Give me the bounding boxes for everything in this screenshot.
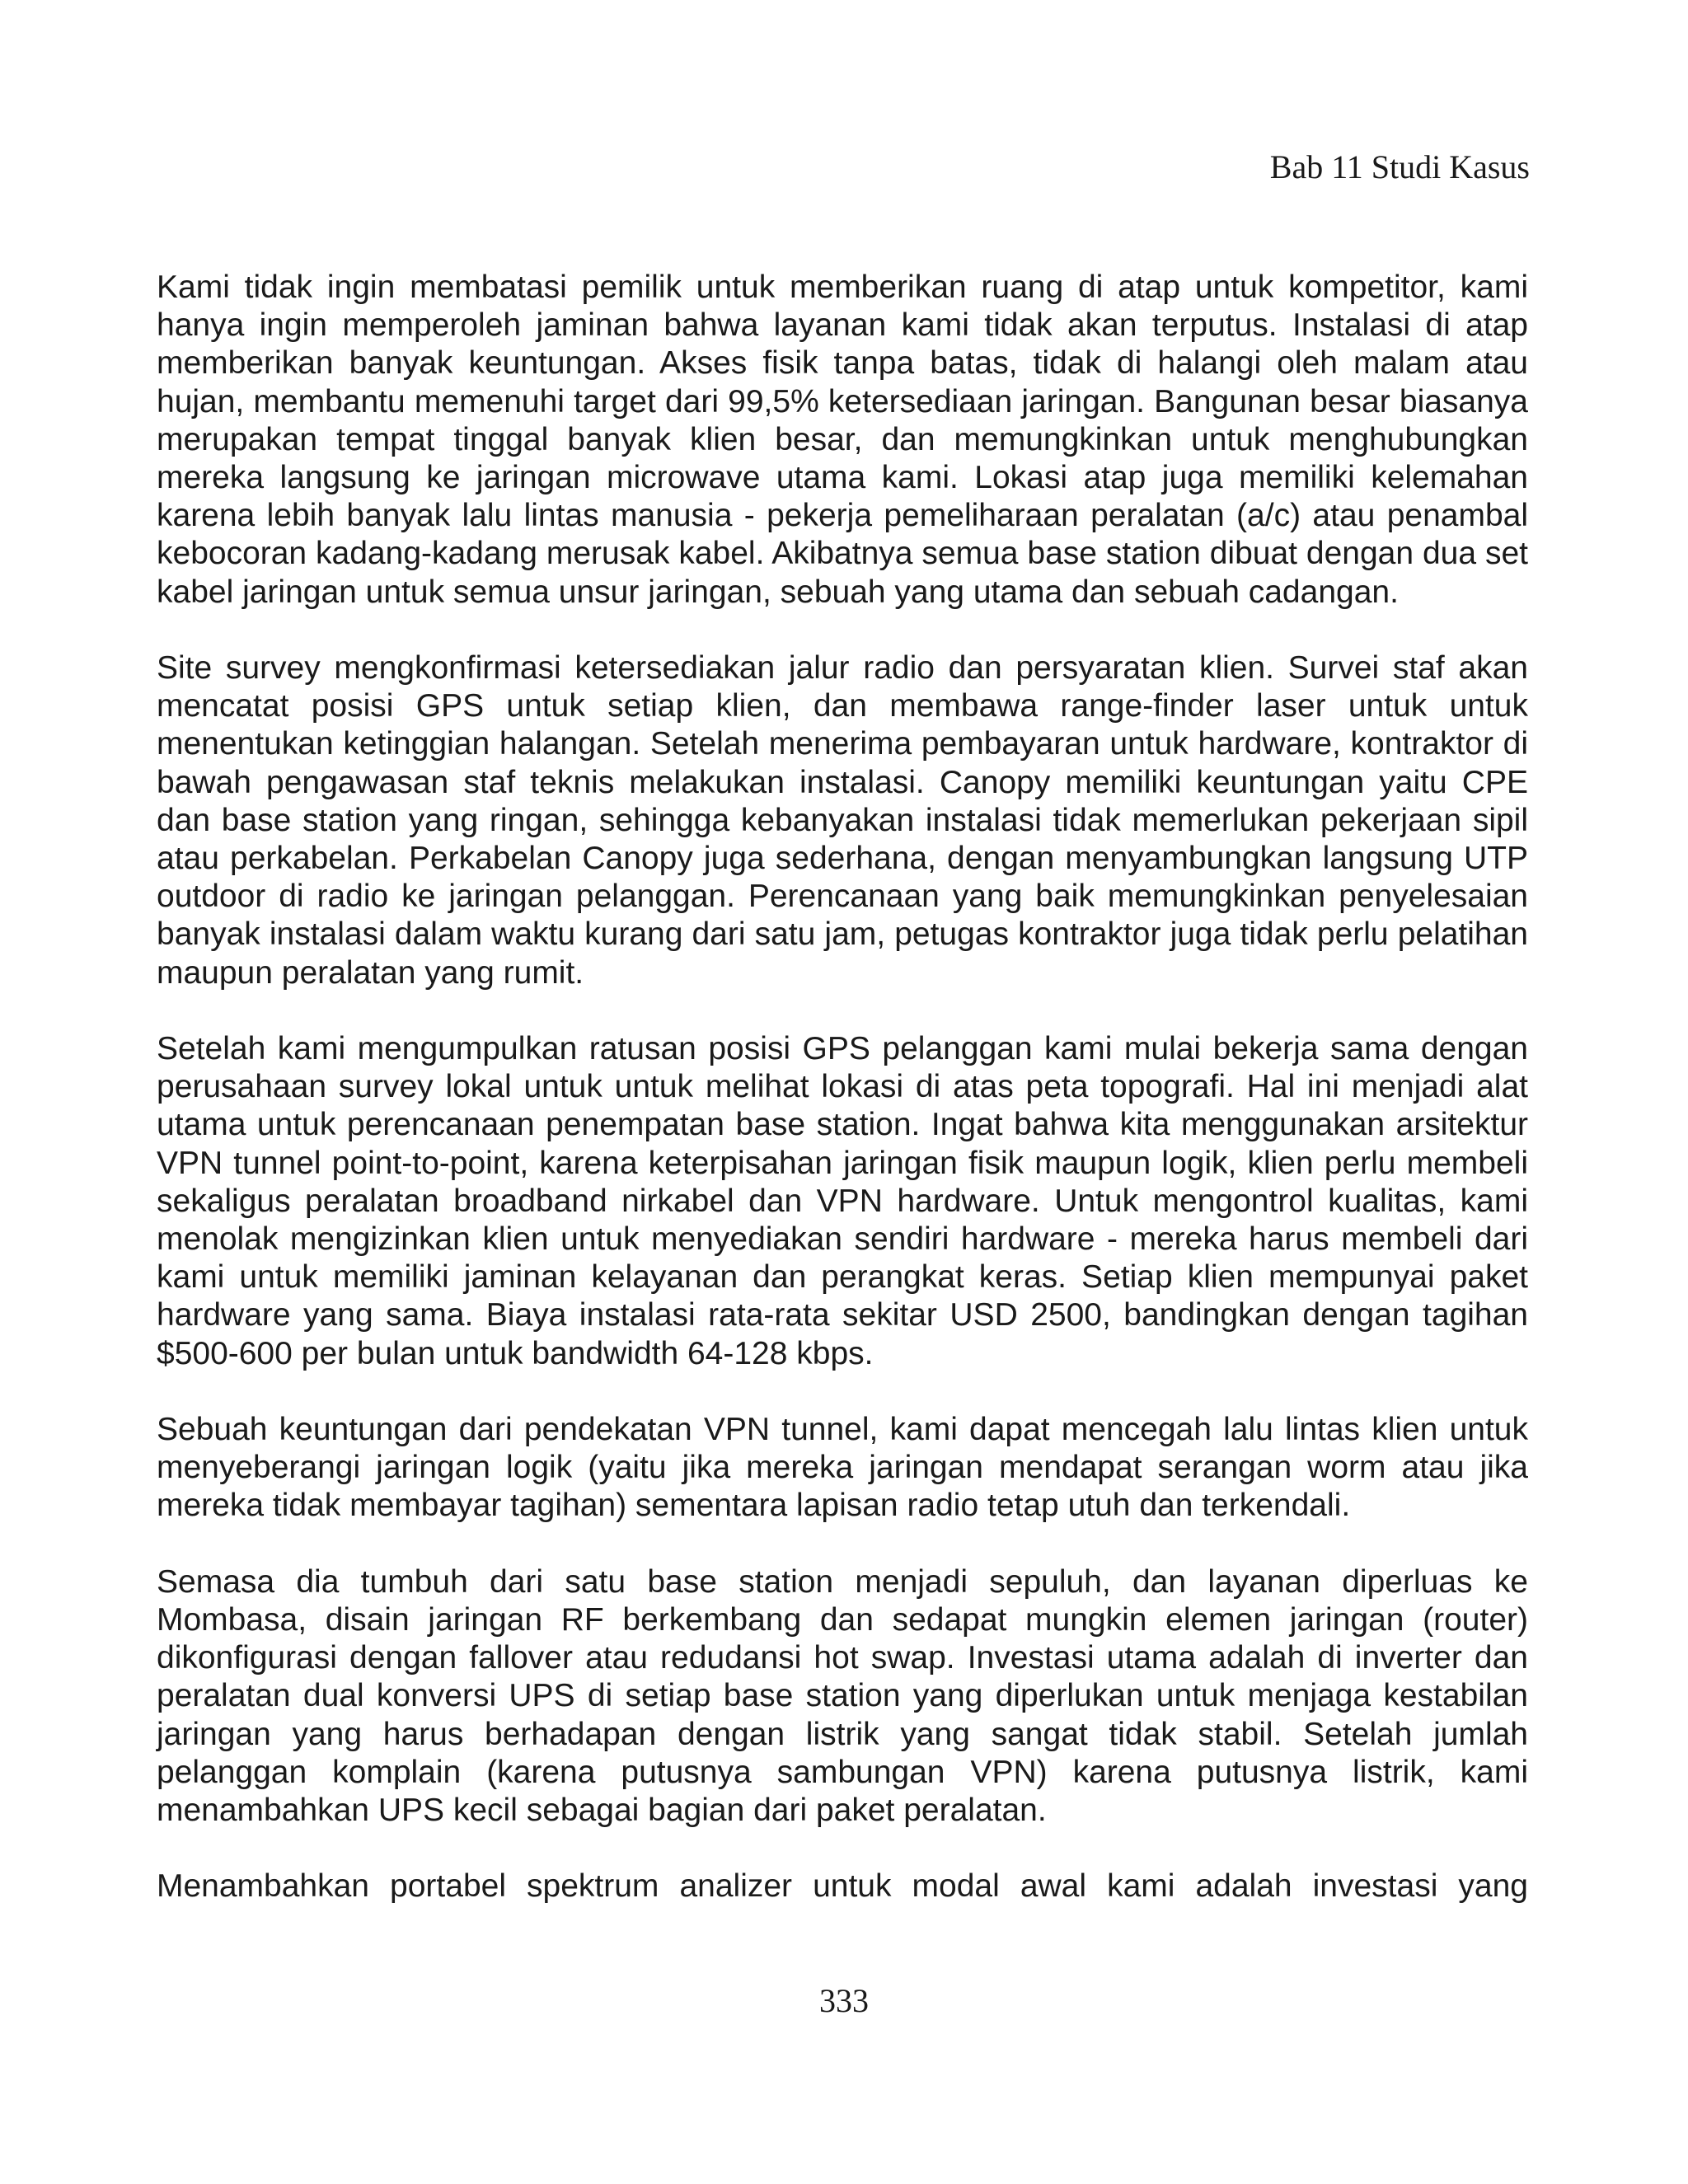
paragraph-5: Semasa dia tumbuh dari satu base station menjadi sepuluh, dan layanan diperluas ke Mombasa, disain jaringan RF berkembang dan sedapat mungkin elemen jaringan (router) dikonfigurasi dengan fallover atau redudansi hot swap. Investasi utama adalah di inverter dan peralatan dual konversi UPS di setiap base station yang diperlukan untuk menjaga kestabilan jaringan yang harus berhadapan dengan listrik yang sangat tidak stabil. Setelah jumlah pelanggan komplain (karena putusnya sambungan VPN) karena putusnya listrik, kami menambahkan UPS kecil sebagai bagian dari paket peralatan.: [157, 1563, 1528, 1829]
page-number: 333: [819, 1982, 869, 2019]
paragraph-2: Site survey mengkonfirmasi ketersediakan jalur radio dan persyaratan klien. Survei staf akan mencatat posisi GPS untuk setiap klien, dan membawa range-finder laser untuk untuk menentukan ketinggian halangan. Setelah menerima pembayaran untuk hardware, kontraktor di bawah pengawasan staf teknis melakukan instalasi. Canopy memiliki keuntungan yaitu CPE dan base station yang ringan, sehingga kebanyakan instalasi tidak memerlukan pekerjaan sipil atau perkabelan. Perkabelan Canopy juga sederhana, dengan menyambungkan langsung UTP outdoor di radio ke jaringan pelanggan. Perencanaan yang baik memungkinkan penyelesaian banyak instalasi dalam waktu kurang dari satu jam, petugas kontraktor juga tidak perlu pelatihan maupun peralatan yang rumit.: [157, 650, 1528, 991]
paragraph-1: Kami tidak ingin membatasi pemilik untuk memberikan ruang di atap untuk kompetitor, kami hanya ingin memperoleh jaminan bahwa layanan kami tidak akan terputus. Instalasi di atap memberikan banyak keuntungan. Akses fisik tanpa batas, tidak di halangi oleh malam atau hujan, membantu memenuhi target dari 99,5% ketersediaan jaringan. Bangunan besar biasanya merupakan tempat tinggal banyak klien besar, dan memungkinkan untuk menghubungkan mereka langsung ke jaringan microwave utama kami. Lokasi atap juga memiliki kelemahan karena lebih banyak lalu lintas manusia - pekerja pemeliharaan peralatan (a/c) atau penambal kebocoran kadang-kadang merusak kabel. Akibatnya semua base station dibuat dengan dua set kabel jaringan untuk semua unsur jaringan, sebuah yang utama dan sebuah cadangan.: [157, 269, 1528, 610]
paragraph-4: Sebuah keuntungan dari pendekatan VPN tunnel, kami dapat mencegah lalu lintas klien untuk menyeberangi jaringan logik (yaitu jika mereka jaringan mendapat serangan worm atau jika mereka tidak membayar tagihan) sementara lapisan radio tetap utuh dan terkendali.: [157, 1412, 1528, 1524]
paragraph-6: Menambahkan portabel spektrum analizer untuk modal awal kami adalah investasi yang: [157, 1868, 1528, 1905]
body-text: [157, 269, 1528, 1906]
paragraph-3: Setelah kami mengumpulkan ratusan posisi GPS pelanggan kami mulai bekerja sama dengan perusahaan survey lokal untuk untuk melihat lokasi di atas peta topografi. Hal ini menjadi alat utama untuk perencanaan penempatan base station. Ingat bahwa kita menggunakan arsitektur VPN tunnel point-to-point, karena keterpisahan jaringan fisik maupun logik, klien perlu membeli sekaligus peralatan broadband nirkabel dan VPN hardware. Untuk mengontrol kualitas, kami menolak mengizinkan klien untuk menyediakan sendiri hardware - mereka harus membeli dari kami untuk memiliki jaminan kelayanan dan perangkat keras. Setiap klien mempunyai paket hardware yang sama. Biaya instalasi rata-rata sekitar USD 2500, bandingkan dengan tagihan $500-600 per bulan untuk bandwidth 64-128 kbps.: [157, 1031, 1528, 1371]
running-header: Bab 11 Studi Kasus: [1269, 148, 1530, 185]
